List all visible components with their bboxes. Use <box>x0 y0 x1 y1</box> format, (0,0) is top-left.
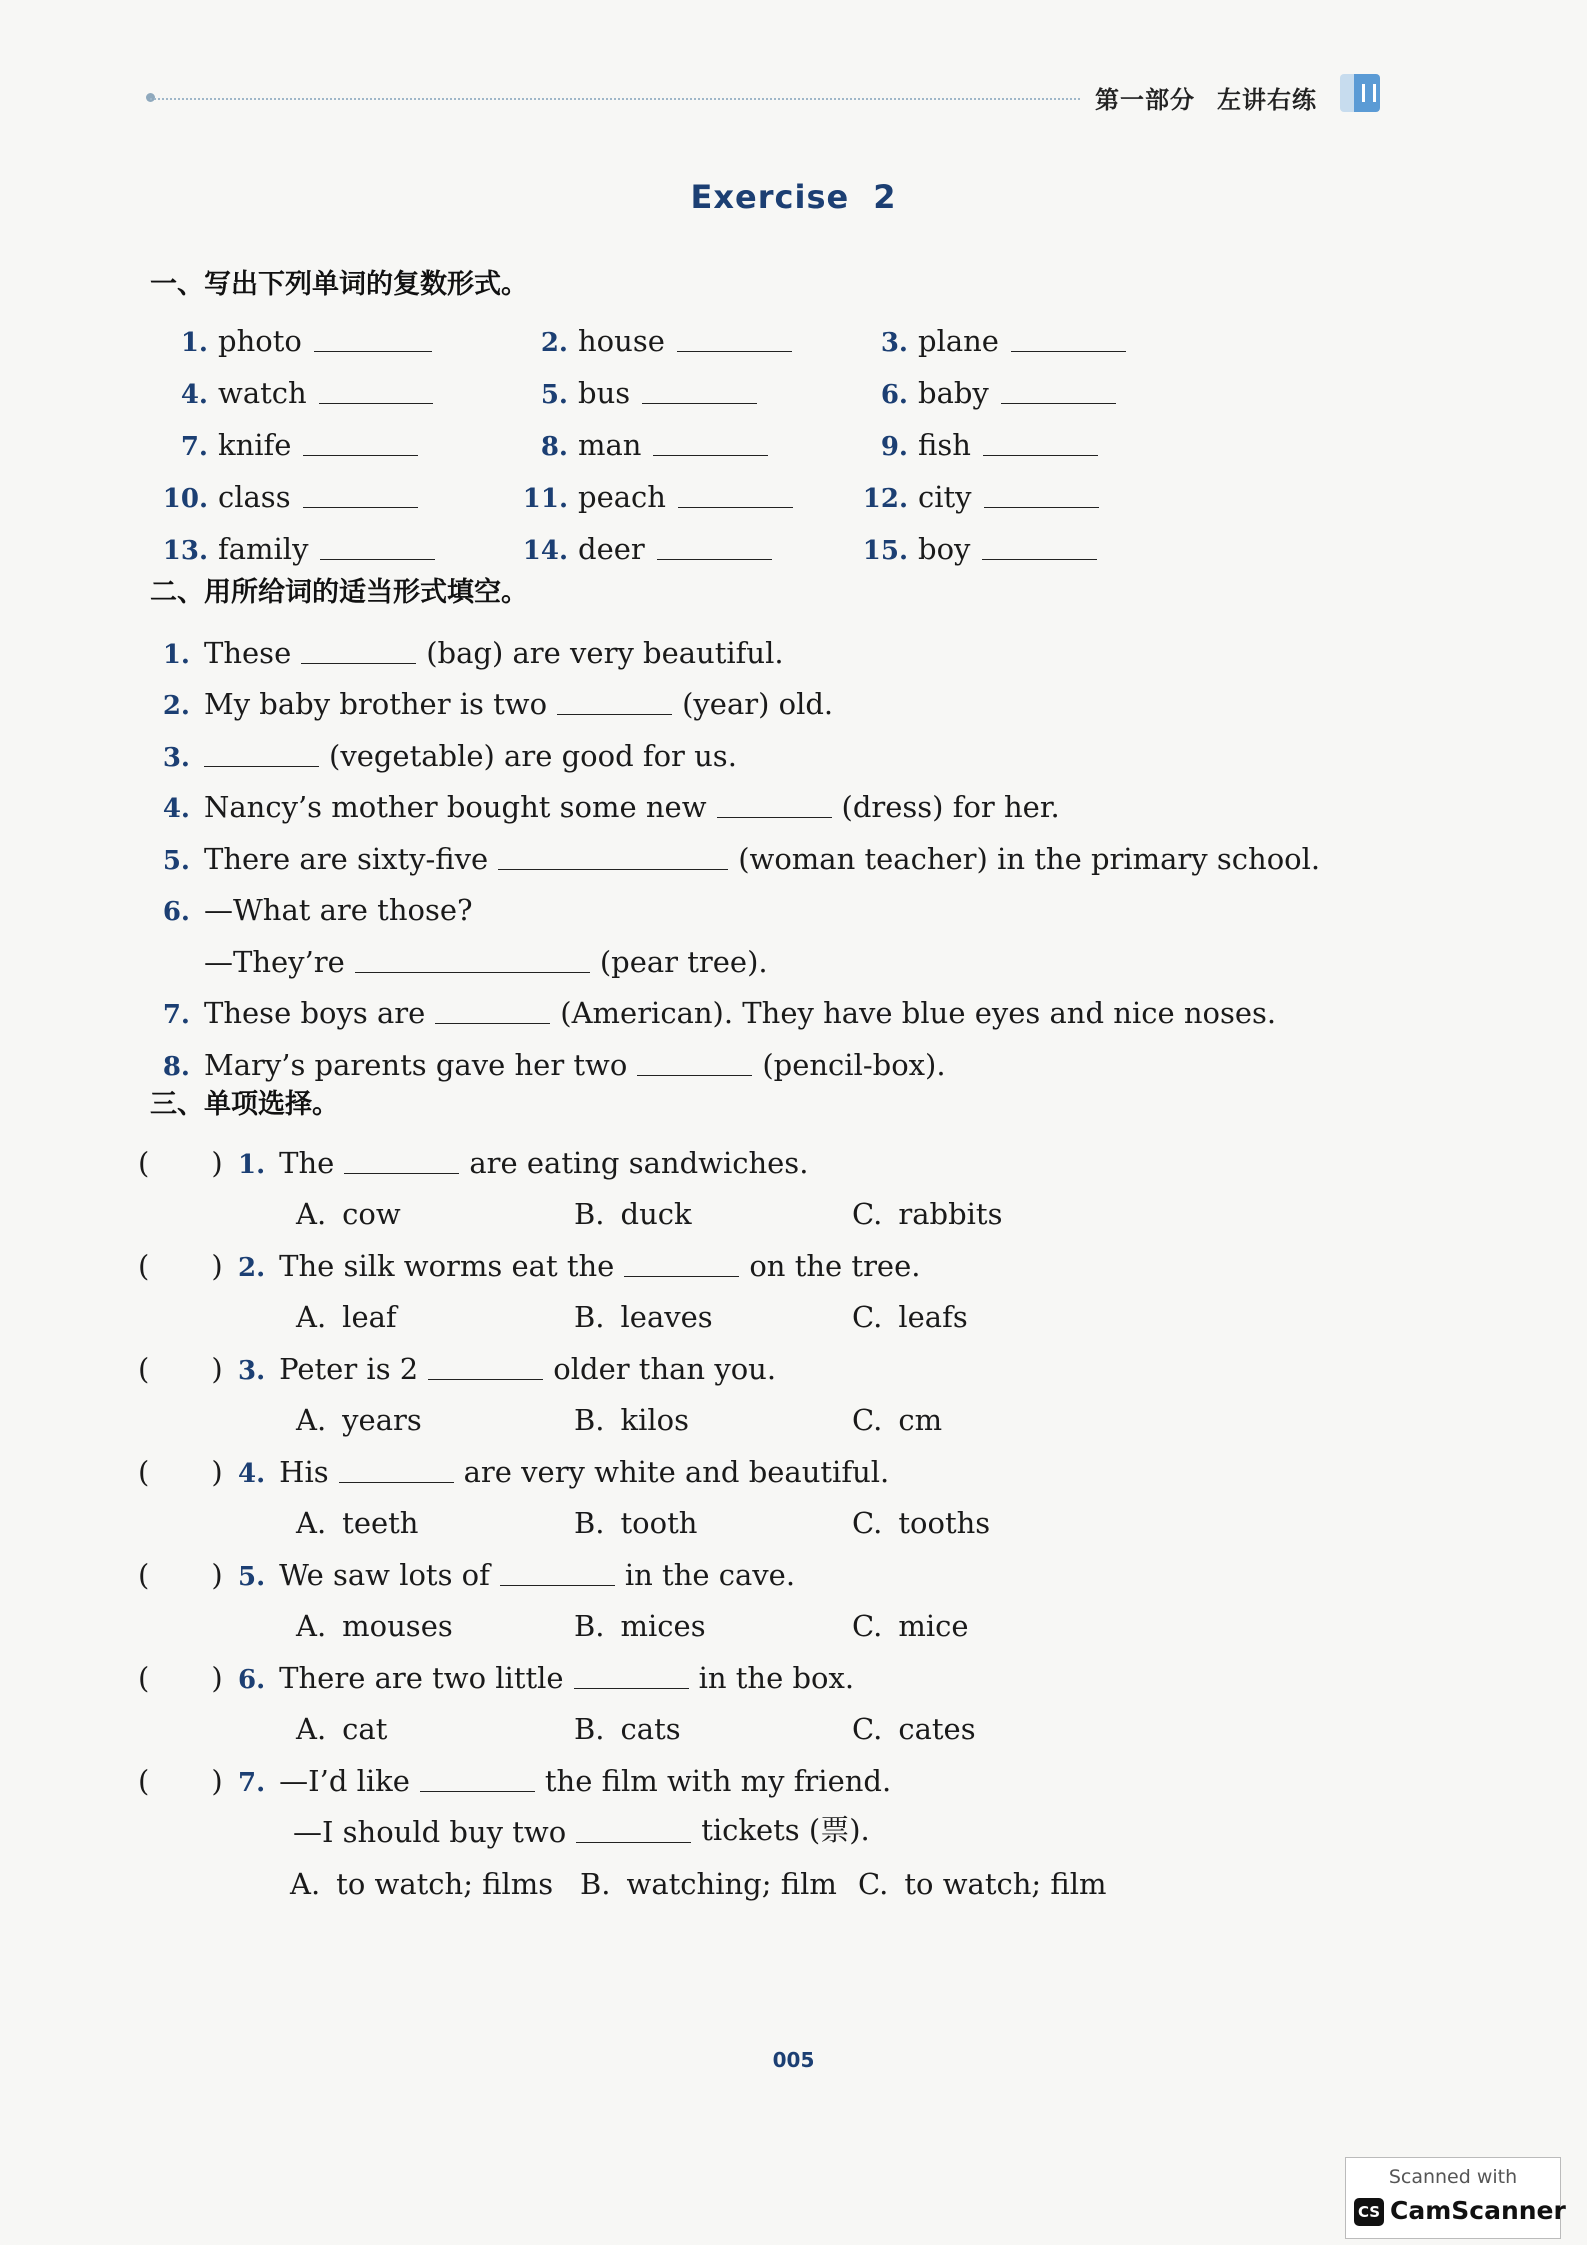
item-number: 7. <box>162 1000 190 1030</box>
option-b[interactable] <box>574 1712 852 1746</box>
option-letter: C. <box>852 1609 883 1643</box>
item-text: older than you. <box>553 1351 777 1386</box>
option-b[interactable] <box>574 1403 852 1437</box>
list-item <box>510 428 850 462</box>
item-number: 3. <box>238 1355 266 1386</box>
item-text: The <box>279 1145 335 1180</box>
item-text: (vegetable) are good for us. <box>329 738 737 773</box>
item-text: My baby brother is two <box>204 687 548 721</box>
list-item <box>850 428 1150 462</box>
list-item <box>150 721 1350 773</box>
answer-blank[interactable] <box>717 816 832 818</box>
option-letter: A. <box>296 1609 327 1643</box>
option-text: leaves <box>620 1300 713 1334</box>
item-number: 10. <box>162 484 208 514</box>
answer-blank[interactable] <box>642 402 757 404</box>
option-text: to watch; films <box>336 1866 554 1901</box>
option-text: cates <box>898 1712 976 1746</box>
answer-blank[interactable] <box>320 558 435 560</box>
page-title <box>0 178 1587 216</box>
item-number: 7. <box>180 432 208 462</box>
option-b[interactable] <box>574 1197 852 1231</box>
option-a[interactable] <box>296 1609 574 1643</box>
item-word: peach <box>578 480 666 514</box>
item-text: on the tree. <box>749 1248 921 1283</box>
option-letter: B. <box>574 1197 605 1231</box>
item-text: Peter is 2 <box>279 1351 419 1386</box>
option-text: cm <box>898 1403 943 1437</box>
options-row <box>138 1386 1388 1438</box>
plural-word-grid <box>150 306 1150 566</box>
table-row <box>150 358 1150 410</box>
item-word: knife <box>218 428 292 462</box>
answer-blank[interactable] <box>984 506 1099 508</box>
item-number: 15. <box>862 536 908 566</box>
item-number: 5. <box>162 845 190 876</box>
answer-blank[interactable] <box>557 713 672 715</box>
answer-bracket[interactable]: ( ) <box>138 1351 223 1386</box>
question-row <box>138 1231 1388 1283</box>
item-number: 2. <box>540 328 568 358</box>
option-text: rabbits <box>898 1197 1003 1231</box>
option-text: duck <box>620 1197 692 1231</box>
item-number: 13. <box>162 536 208 566</box>
option-a[interactable] <box>296 1506 574 1540</box>
item-number: 14. <box>522 536 568 566</box>
item-word: man <box>578 428 642 462</box>
answer-blank[interactable] <box>657 558 772 560</box>
list-item <box>850 532 1150 566</box>
option-text: leafs <box>898 1300 968 1334</box>
table-row <box>150 462 1150 514</box>
list-item <box>510 376 850 410</box>
item-text: the film with my friend. <box>544 1763 892 1798</box>
option-text: teeth <box>342 1506 419 1540</box>
section-3-title: 三、单项选择。 <box>150 1089 339 1120</box>
item-text: (year) old. <box>682 687 834 721</box>
item-number: 8. <box>540 432 568 462</box>
header-section: 左讲右练 <box>1217 86 1317 114</box>
list-item <box>150 927 1350 979</box>
item-text: These boys are <box>204 996 426 1030</box>
answer-bracket[interactable]: ( ) <box>138 1763 223 1798</box>
answer-bracket[interactable]: ( ) <box>138 1454 223 1489</box>
answer-blank[interactable] <box>653 454 768 456</box>
option-a[interactable] <box>290 1867 580 1901</box>
item-text: (pear tree). <box>599 944 768 979</box>
option-letter: B. <box>574 1403 605 1437</box>
list-item <box>150 324 510 358</box>
item-text: (pencil-box). <box>762 1047 946 1082</box>
item-number: 2. <box>162 691 190 721</box>
item-text: His <box>279 1454 329 1489</box>
option-text: to watch; film <box>904 1866 1107 1901</box>
option-text: years <box>342 1403 422 1437</box>
list-item <box>150 428 510 462</box>
fill-in-list <box>150 618 1350 1082</box>
option-letter: A. <box>296 1197 327 1231</box>
item-number: 7. <box>238 1767 266 1798</box>
table-row <box>150 514 1150 566</box>
item-word: photo <box>218 324 302 358</box>
option-c[interactable] <box>852 1197 1130 1231</box>
item-text: There are sixty-five <box>204 841 489 876</box>
item-word: bus <box>578 376 631 410</box>
answer-blank[interactable] <box>1011 350 1126 352</box>
option-letter: B. <box>574 1712 605 1746</box>
section-1-title: 一、写出下列单词的复数形式。 <box>150 269 528 300</box>
option-a[interactable] <box>296 1197 574 1231</box>
item-text: (dress) for her. <box>841 790 1060 824</box>
item-number: 1. <box>162 639 190 670</box>
options-row <box>138 1695 1388 1747</box>
option-text: tooth <box>620 1506 698 1540</box>
list-item <box>510 324 850 358</box>
list-item <box>850 376 1150 410</box>
item-word: watch <box>218 376 307 410</box>
page-number: 005 <box>772 2048 815 2072</box>
item-number: 1. <box>238 1149 266 1180</box>
list-item <box>150 618 1350 670</box>
header-rule <box>150 98 1080 100</box>
option-text: tooths <box>898 1506 991 1540</box>
list-item <box>850 480 1150 514</box>
item-text: The silk worms eat the <box>279 1248 615 1283</box>
option-letter: A. <box>296 1506 327 1540</box>
item-number: 4. <box>238 1458 266 1489</box>
option-c[interactable] <box>852 1300 1130 1334</box>
option-letter: C. <box>852 1506 883 1540</box>
item-text: —I should buy two <box>293 1815 567 1849</box>
option-text: leaf <box>342 1300 397 1334</box>
list-item <box>510 480 850 514</box>
answer-blank[interactable] <box>303 454 418 456</box>
option-b[interactable] <box>580 1867 858 1901</box>
header-part: 第一部分 <box>1095 86 1195 114</box>
item-text: Nancy’s mother bought some new <box>204 790 707 824</box>
option-text: cats <box>620 1712 681 1746</box>
item-word: house <box>578 324 665 358</box>
item-text: —They’re <box>204 944 345 979</box>
answer-bracket[interactable]: ( ) <box>138 1660 223 1695</box>
option-text: cat <box>342 1712 388 1746</box>
list-item <box>150 824 1350 876</box>
item-text: in the box. <box>698 1660 855 1695</box>
item-text: are eating sandwiches. <box>469 1145 809 1180</box>
item-number: 3. <box>880 328 908 358</box>
answer-blank <box>339 1481 454 1483</box>
answer-blank[interactable] <box>678 506 793 508</box>
option-c[interactable] <box>852 1712 1130 1746</box>
option-letter: B. <box>574 1506 605 1540</box>
item-number: 12. <box>862 484 908 514</box>
option-letter: C. <box>852 1197 883 1231</box>
option-text: watching; film <box>626 1866 837 1901</box>
item-number: 9. <box>880 432 908 462</box>
item-word: class <box>218 480 291 514</box>
item-number: 4. <box>162 794 190 824</box>
question-row <box>138 1746 1388 1798</box>
item-text: —What are those? <box>204 893 473 927</box>
answer-blank[interactable] <box>319 402 433 404</box>
item-text: We saw lots of <box>279 1557 490 1592</box>
options-row <box>138 1180 1388 1232</box>
section-2-title: 二、用所给词的适当形式填空。 <box>150 577 528 608</box>
book-icon <box>1340 74 1380 112</box>
table-row <box>150 306 1150 358</box>
list-item <box>150 670 1350 722</box>
question-row <box>138 1437 1388 1489</box>
option-letter: B. <box>580 1866 611 1901</box>
question-row <box>138 1334 1388 1386</box>
list-item <box>510 532 850 566</box>
item-number: 8. <box>162 1051 190 1082</box>
option-letter: A. <box>296 1300 327 1334</box>
answer-blank[interactable] <box>303 506 418 508</box>
item-text: in the cave. <box>624 1557 796 1592</box>
options-row <box>138 1849 1388 1901</box>
watermark-caption: Scanned with <box>1388 2166 1518 2188</box>
item-text: are very white and beautiful. <box>463 1454 890 1489</box>
option-b[interactable] <box>574 1506 852 1540</box>
item-number: 1. <box>180 328 208 358</box>
item-number: 4. <box>180 380 208 410</box>
answer-blank <box>420 1790 535 1792</box>
option-letter: A. <box>296 1712 327 1746</box>
running-header <box>1095 80 1339 115</box>
item-number: 3. <box>162 742 190 773</box>
answer-blank[interactable] <box>435 1022 550 1024</box>
watermark-brand: CamScanner <box>1390 2196 1566 2225</box>
options-row <box>138 1489 1388 1541</box>
item-number: 6. <box>162 897 190 927</box>
answer-blank[interactable] <box>355 971 590 973</box>
answer-blank <box>624 1275 739 1277</box>
option-text: cow <box>342 1197 401 1231</box>
item-number: 6. <box>238 1664 266 1695</box>
option-letter: A. <box>290 1866 321 1901</box>
item-text: (woman teacher) in the primary school. <box>738 841 1321 876</box>
title-word: Exercise <box>690 178 850 216</box>
option-c[interactable] <box>852 1403 1130 1437</box>
item-word: plane <box>918 324 999 358</box>
answer-blank[interactable] <box>637 1074 752 1076</box>
answer-blank[interactable] <box>204 765 319 767</box>
item-text: There are two little <box>279 1660 564 1695</box>
list-item <box>850 324 1150 358</box>
answer-blank <box>574 1687 689 1689</box>
option-b[interactable] <box>574 1300 852 1334</box>
item-number: 5. <box>238 1561 266 1592</box>
item-text: (American). They have blue eyes and nice noses. <box>560 996 1277 1030</box>
item-number: 11. <box>522 484 568 514</box>
options-row <box>138 1592 1388 1644</box>
option-c[interactable] <box>852 1506 1130 1540</box>
list-item <box>150 480 510 514</box>
option-letter: C. <box>858 1866 889 1901</box>
table-row <box>150 410 1150 462</box>
answer-blank[interactable] <box>982 558 1097 560</box>
list-item <box>150 1030 1350 1082</box>
item-number: 5. <box>540 380 568 410</box>
item-text: These <box>204 635 292 670</box>
option-b[interactable] <box>574 1609 852 1643</box>
option-letter: C. <box>852 1403 883 1437</box>
item-number: 2. <box>238 1252 266 1283</box>
camscanner-watermark <box>1345 2157 1566 2239</box>
item-number: 6. <box>880 380 908 410</box>
option-letter: C. <box>852 1300 883 1334</box>
answer-blank <box>500 1584 615 1586</box>
option-text: kilos <box>620 1403 689 1437</box>
item-word: fish <box>918 428 971 462</box>
option-letter: B. <box>574 1609 605 1643</box>
option-letter: B. <box>574 1300 605 1334</box>
option-c[interactable] <box>858 1867 1136 1901</box>
answer-blank <box>344 1172 459 1174</box>
item-text: (bag) are very beautiful. <box>426 635 784 670</box>
multiple-choice-list <box>138 1128 1388 1901</box>
item-word: baby <box>918 376 989 410</box>
answer-bracket[interactable]: ( ) <box>138 1248 223 1283</box>
item-word: deer <box>578 532 645 566</box>
option-a[interactable] <box>296 1403 574 1437</box>
item-word: city <box>918 480 972 514</box>
list-item <box>150 376 510 410</box>
answer-bracket[interactable]: ( ) <box>138 1557 223 1592</box>
answer-blank[interactable] <box>1001 402 1116 404</box>
list-item <box>150 979 1350 1031</box>
item-text: tickets (票). <box>701 1813 870 1847</box>
options-row <box>138 1283 1388 1335</box>
answer-blank[interactable] <box>983 454 1098 456</box>
answer-blank[interactable] <box>301 662 416 664</box>
camscanner-logo-icon: CS <box>1354 2198 1384 2226</box>
answer-blank[interactable] <box>677 350 792 352</box>
option-c[interactable] <box>852 1609 1130 1643</box>
option-a[interactable] <box>296 1712 574 1746</box>
answer-blank[interactable] <box>498 868 728 870</box>
answer-blank <box>576 1841 691 1843</box>
option-letter: C. <box>852 1712 883 1746</box>
question-row <box>138 1643 1388 1695</box>
item-text: —I’d like <box>279 1763 410 1798</box>
list-item <box>150 773 1350 825</box>
answer-bracket[interactable]: ( ) <box>138 1145 223 1180</box>
list-item <box>150 876 1350 928</box>
answer-blank <box>428 1378 543 1380</box>
item-word: boy <box>918 532 971 566</box>
question-row <box>138 1798 1388 1850</box>
item-text: Mary’s parents gave her two <box>204 1047 628 1082</box>
list-item <box>150 532 510 566</box>
option-text: mice <box>898 1609 969 1643</box>
item-word: family <box>218 532 309 566</box>
option-text: mouses <box>342 1609 453 1643</box>
question-row <box>138 1128 1388 1180</box>
option-a[interactable] <box>296 1300 574 1334</box>
answer-blank[interactable] <box>314 350 432 352</box>
title-number: 2 <box>873 178 897 216</box>
option-text: mices <box>620 1609 706 1643</box>
option-letter: A. <box>296 1403 327 1437</box>
question-row <box>138 1540 1388 1592</box>
